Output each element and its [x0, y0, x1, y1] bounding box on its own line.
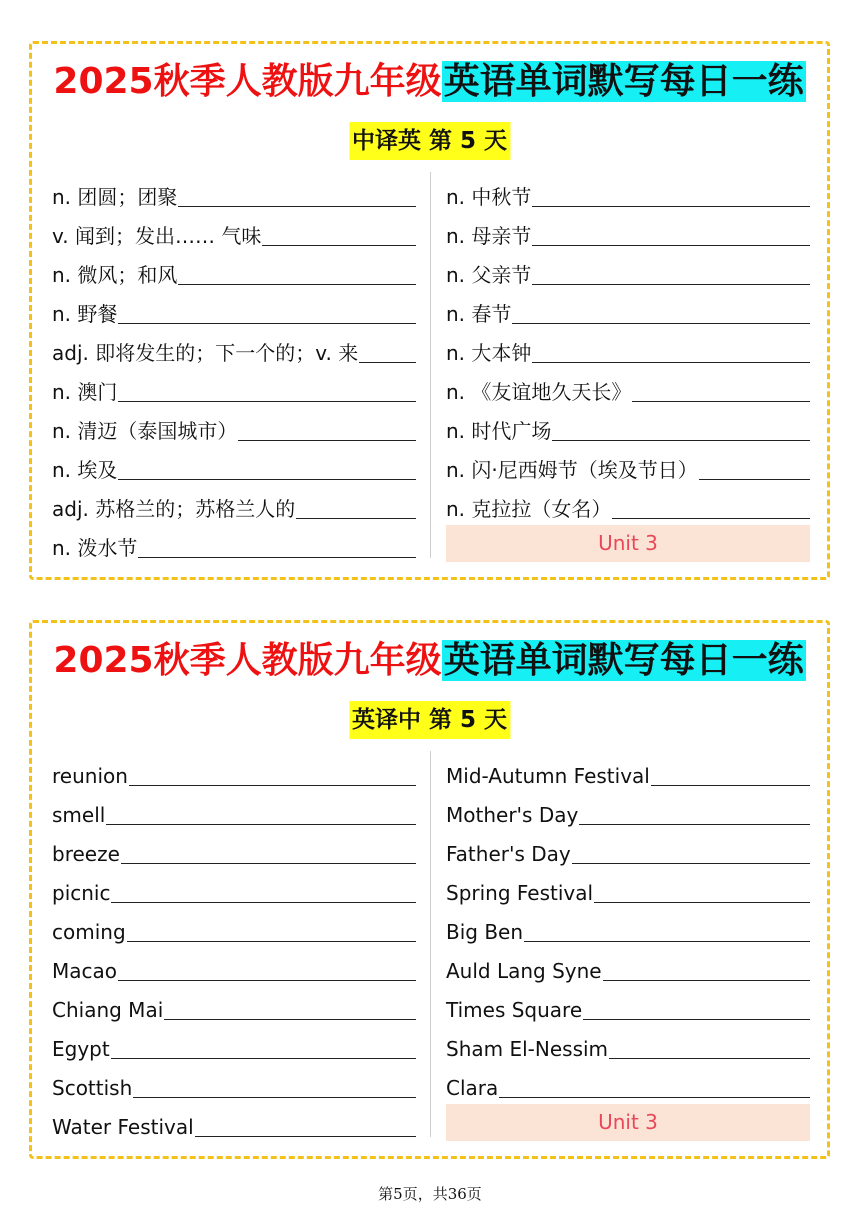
- vocab-row: [52, 790, 416, 829]
- answer-blank-line[interactable]: [499, 1096, 810, 1098]
- vocab-row: [52, 484, 416, 523]
- worksheet-subtitle: 英译中 第 5 天: [349, 701, 510, 739]
- vocab-prompt: reunion: [52, 764, 128, 788]
- vocab-row: [52, 751, 416, 790]
- vocab-prompt: Times Square: [446, 998, 583, 1022]
- vocab-row: [446, 751, 810, 790]
- answer-blank-line[interactable]: [532, 244, 810, 246]
- vocab-row: [52, 1024, 416, 1063]
- vocab-row: [52, 985, 416, 1024]
- answer-blank-line[interactable]: [651, 784, 810, 786]
- worksheet-title: [32, 637, 827, 685]
- vocab-row: [446, 790, 810, 829]
- column-divider: [430, 172, 431, 558]
- answer-blank-line[interactable]: [262, 244, 416, 246]
- answer-blank-line[interactable]: [178, 205, 416, 207]
- answer-blank-line[interactable]: [609, 1057, 810, 1059]
- answer-blank-line[interactable]: [632, 400, 810, 402]
- vocab-row: [446, 445, 810, 484]
- vocab-row: [52, 250, 416, 289]
- vocab-row: [446, 829, 810, 868]
- vocab-row: [52, 367, 416, 406]
- vocab-prompt: Father's Day: [446, 842, 571, 866]
- vocab-row: [446, 946, 810, 985]
- right-column: [446, 751, 810, 1141]
- answer-blank-line[interactable]: [699, 478, 810, 480]
- vocab-row: [52, 523, 416, 562]
- vocab-prompt: Egypt: [52, 1037, 110, 1061]
- answer-blank-line[interactable]: [118, 400, 416, 402]
- vocab-prompt: n. 《友谊地久天长》: [446, 380, 632, 404]
- vocab-prompt: n. 埃及: [52, 458, 118, 482]
- answer-blank-line[interactable]: [118, 322, 416, 324]
- answer-blank-line[interactable]: [603, 979, 810, 981]
- vocab-prompt: Sham El-Nessim: [446, 1037, 609, 1061]
- vocab-prompt: n. 父亲节: [446, 263, 532, 287]
- vocab-row: [52, 1102, 416, 1141]
- vocab-row: [52, 328, 416, 367]
- vocab-prompt: n. 野餐: [52, 302, 118, 326]
- vocab-prompt: Mother's Day: [446, 803, 579, 827]
- answer-blank-line[interactable]: [111, 901, 416, 903]
- vocab-row: [446, 484, 810, 523]
- title-grade: 2025秋季人教版九年级: [53, 61, 442, 102]
- vocab-prompt: Macao: [52, 959, 117, 983]
- answer-blank-line[interactable]: [359, 361, 416, 363]
- answer-blank-line[interactable]: [296, 517, 416, 519]
- vocab-row: [52, 445, 416, 484]
- title-topic: 英语单词默写每日一练: [443, 640, 804, 681]
- vocab-prompt: n. 大本钟: [446, 341, 532, 365]
- answer-blank-line[interactable]: [532, 361, 810, 363]
- vocab-row: [52, 211, 416, 250]
- answer-blank-line[interactable]: [133, 1096, 416, 1098]
- vocab-prompt: smell: [52, 803, 106, 827]
- answer-blank-line[interactable]: [106, 823, 416, 825]
- vocab-row: [52, 289, 416, 328]
- vocab-prompt: Mid-Autumn Festival: [446, 764, 650, 788]
- answer-blank-line[interactable]: [512, 322, 810, 324]
- left-column: [52, 172, 416, 562]
- unit-badge: Unit 3: [446, 525, 810, 562]
- vocab-row: [52, 1063, 416, 1102]
- title-topic: 英语单词默写每日一练: [443, 61, 804, 102]
- vocab-row: [52, 946, 416, 985]
- worksheet-title: [32, 58, 827, 106]
- vocab-prompt: Water Festival: [52, 1115, 194, 1139]
- answer-blank-line[interactable]: [594, 901, 810, 903]
- answer-blank-line[interactable]: [524, 940, 810, 942]
- vocab-prompt: Scottish: [52, 1076, 133, 1100]
- vocab-prompt: n. 泼水节: [52, 536, 138, 560]
- answer-blank-line[interactable]: [532, 283, 810, 285]
- title-grade: 2025秋季人教版九年级: [53, 640, 442, 681]
- answer-blank-line[interactable]: [138, 556, 416, 558]
- answer-blank-line[interactable]: [583, 1018, 810, 1020]
- worksheet-card-chinese-to-english: [29, 41, 830, 580]
- column-divider: [430, 751, 431, 1137]
- vocab-row: [446, 367, 810, 406]
- vocab-prompt: Chiang Mai: [52, 998, 164, 1022]
- vocab-prompt: picnic: [52, 881, 111, 905]
- vocab-row: [52, 907, 416, 946]
- answer-blank-line[interactable]: [552, 439, 810, 441]
- vocab-row: [446, 868, 810, 907]
- vocab-row: [52, 172, 416, 211]
- vocab-prompt: n. 春节: [446, 302, 512, 326]
- vocab-row: [52, 829, 416, 868]
- vocab-prompt: coming: [52, 920, 126, 944]
- vocab-row: [52, 406, 416, 445]
- vocab-prompt: n. 母亲节: [446, 224, 532, 248]
- answer-blank-line[interactable]: [572, 862, 810, 864]
- answer-blank-line[interactable]: [164, 1018, 416, 1020]
- vocab-row: [446, 985, 810, 1024]
- worksheet-subtitle: 中译英 第 5 天: [349, 122, 510, 160]
- answer-blank-line[interactable]: [238, 439, 416, 441]
- vocab-prompt: n. 微风；和风: [52, 263, 178, 287]
- vocab-row: [446, 172, 810, 211]
- vocab-row: [446, 328, 810, 367]
- vocab-prompt: Big Ben: [446, 920, 524, 944]
- worksheet-card-english-to-chinese: [29, 620, 830, 1159]
- vocab-row: [446, 907, 810, 946]
- vocab-prompt: n. 清迈（泰国城市）: [52, 419, 238, 443]
- answer-blank-line[interactable]: [118, 478, 416, 480]
- answer-blank-line[interactable]: [121, 862, 416, 864]
- vocab-prompt: v. 闻到；发出…… 气味: [52, 224, 262, 248]
- vocab-prompt: Clara: [446, 1076, 499, 1100]
- unit-badge: Unit 3: [446, 1104, 810, 1141]
- answer-blank-line[interactable]: [111, 1057, 416, 1059]
- vocab-prompt: Auld Lang Syne: [446, 959, 602, 983]
- answer-blank-line[interactable]: [129, 784, 416, 786]
- vocab-prompt: n. 时代广场: [446, 419, 552, 443]
- answer-blank-line[interactable]: [532, 205, 810, 207]
- vocab-row: [446, 406, 810, 445]
- answer-blank-line[interactable]: [127, 940, 416, 942]
- vocab-prompt: adj. 即将发生的；下一个的；v. 来: [52, 341, 359, 365]
- right-column: [446, 172, 810, 562]
- vocab-row: [446, 211, 810, 250]
- vocab-prompt: n. 中秋节: [446, 185, 532, 209]
- vocab-row: [446, 1063, 810, 1102]
- vocab-prompt: adj. 苏格兰的；苏格兰人的: [52, 497, 296, 521]
- answer-blank-line[interactable]: [195, 1135, 416, 1137]
- vocab-prompt: Spring Festival: [446, 881, 594, 905]
- vocab-row: [446, 289, 810, 328]
- answer-blank-line[interactable]: [118, 979, 416, 981]
- vocab-prompt: n. 澳门: [52, 380, 118, 404]
- vocab-row: [52, 868, 416, 907]
- vocab-prompt: n. 闪·尼西姆节（埃及节日）: [446, 458, 698, 482]
- answer-blank-line[interactable]: [612, 517, 810, 519]
- left-column: [52, 751, 416, 1141]
- vocab-prompt: n. 团圆；团聚: [52, 185, 178, 209]
- vocab-row: [446, 250, 810, 289]
- vocab-prompt: breeze: [52, 842, 120, 866]
- answer-blank-line[interactable]: [178, 283, 416, 285]
- vocab-prompt: n. 克拉拉（女名）: [446, 497, 612, 521]
- answer-blank-line[interactable]: [579, 823, 810, 825]
- page-number: 第5页，共36页: [378, 1185, 482, 1203]
- vocab-row: [446, 1024, 810, 1063]
